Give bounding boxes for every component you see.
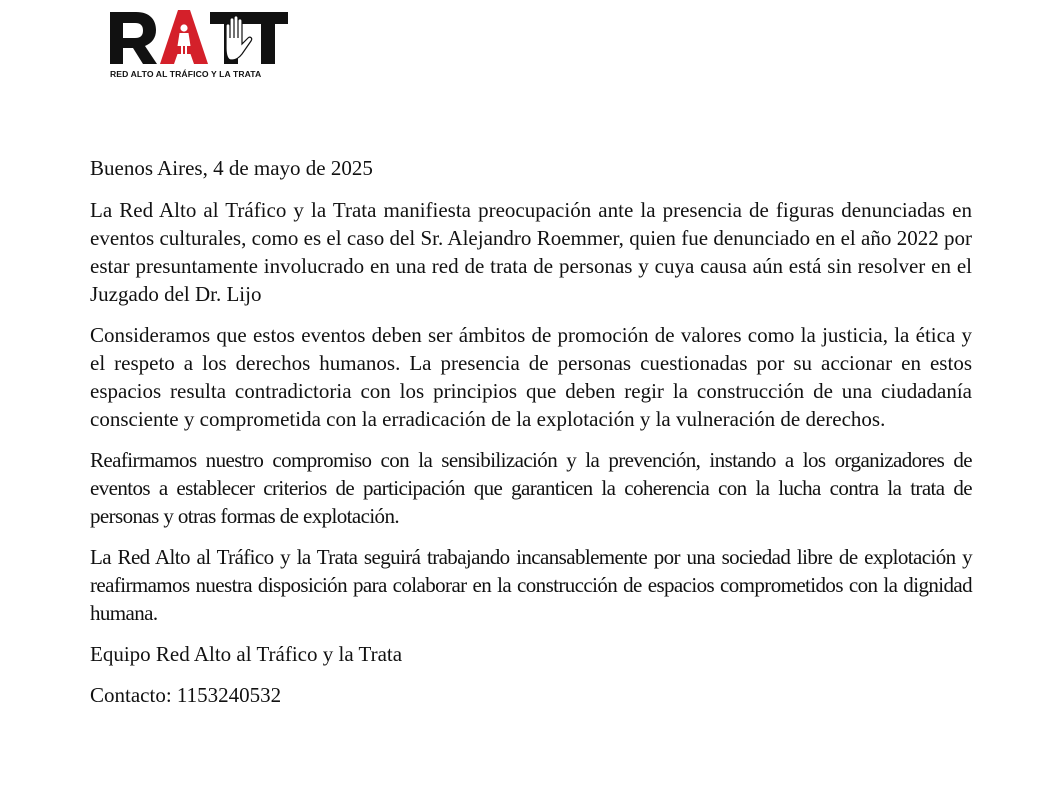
contact-line: Contacto: 1153240532: [90, 683, 282, 707]
paragraph-3: Reafirmamos nuestro compromiso con la sensibilización y la prevención, instando a los organizadores de eventos a establecer criterios de participación que garanticen la coherencia con la lucha contra la trata de personas y otras formas de explotación.: [90, 448, 972, 528]
logo-letter-t: [248, 12, 288, 64]
paragraph-4: La Red Alto al Tráfico y la Trata seguirá trabajando incansablemente por una sociedad libre de explotación y reafirmamos nuestra disposición para colaborar en la construcción de espacios comprometidos con la dignidad humana.: [90, 545, 972, 625]
paragraph-1: La Red Alto al Tráfico y la Trata manifiesta preocupación ante la presencia de figuras denunciadas en eventos culturales, como es el caso del Sr. Alejandro Roemmer, quien fue denunciado en el año 2022 por estar presuntamente involucrado en una red de trata de personas y cuya causa aún está sin resolver en el Juzgado del Dr. Lijo: [90, 198, 972, 306]
ratt-logo: [110, 8, 290, 84]
letter-body: [90, 154, 972, 722]
logo-letter-a: [160, 10, 208, 64]
logo-letter-r: [110, 12, 157, 64]
logo-letters: [110, 8, 290, 66]
logo-letter-t-hand: [210, 12, 252, 64]
paragraph-2: Consideramos que estos eventos deben ser ámbitos de promoción de valores como la justicia, la ética y el respeto a los derechos humanos. La presencia de personas cuestionadas por su accionar en estos espacios resulta contradictoria con los principios que deben regir la construcción de una ciudadanía consciente y comprometida con la erradicación de la explotación y la vulneración de derechos.: [90, 323, 972, 431]
date-line: Buenos Aires, 4 de mayo de 2025: [90, 156, 373, 180]
logo-subtitle: RED ALTO AL TRÁFICO Y LA TRATA: [110, 69, 262, 79]
signature: Equipo Red Alto al Tráfico y la Trata: [90, 642, 403, 666]
